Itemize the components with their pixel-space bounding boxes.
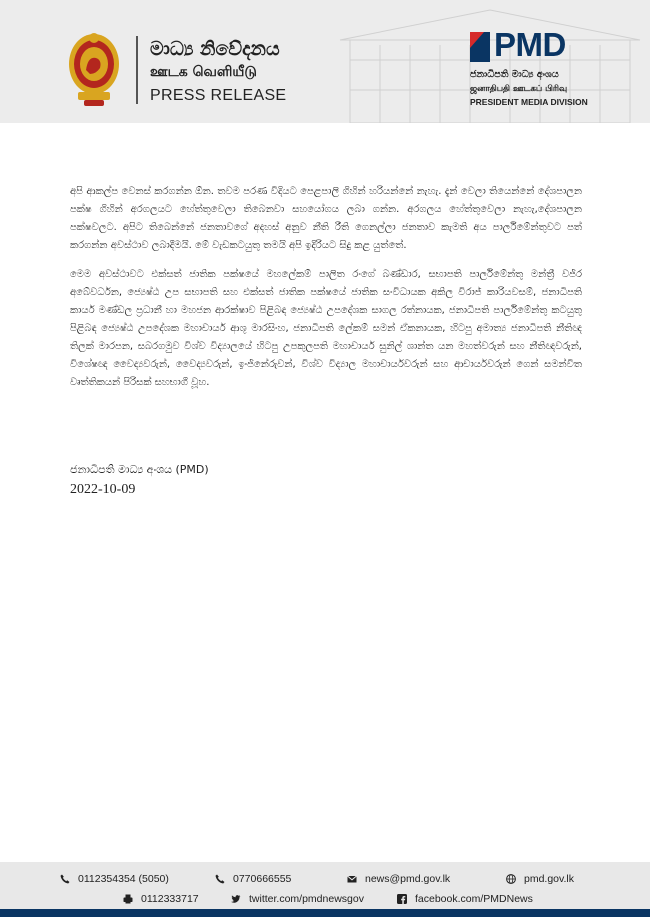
footer-twitter-text[interactable]: twitter.com/pmdnewsgov <box>249 893 364 905</box>
pmd-name-english: PRESIDENT MEDIA DIVISION <box>470 97 588 107</box>
footer-email-text[interactable]: news@pmd.gov.lk <box>365 873 451 885</box>
globe-icon <box>506 874 516 884</box>
footer-website-text[interactable]: pmd.gov.lk <box>524 873 574 885</box>
footer-fax <box>123 893 199 905</box>
footer-brand-bar <box>0 909 650 917</box>
pmd-name-tamil: ஜனாதிபதி ஊடகப் பிரிவு <box>470 84 568 94</box>
fax-icon <box>123 894 133 904</box>
signature-line: ජනාධිපති මාධ්‍ය අංශය (PMD) <box>70 463 209 476</box>
header-divider <box>136 36 138 104</box>
footer-twitter[interactable] <box>231 893 364 905</box>
footer-email[interactable] <box>347 873 450 885</box>
facebook-icon <box>397 894 407 904</box>
footer-website[interactable] <box>506 873 574 885</box>
envelope-icon <box>347 874 357 884</box>
footer-fax-text: 0112333717 <box>141 893 199 905</box>
footer-mobile-text: 0770666555 <box>233 873 292 885</box>
pmd-logo-text: PMD <box>494 26 566 63</box>
press-release-title-english: PRESS RELEASE <box>150 87 287 104</box>
sri-lanka-emblem-icon <box>66 30 122 108</box>
body-paragraph-2: මෙම අවස්ථාවට එක්සත් ජාතික පක්ෂයේ මහලේකම් පාලිත රංගේ බණ්ඩාර, සභාපති පාර්ලිමේන්තු මන්ත්‍රී වජිර අබේවර්ධන, ජ්‍යෙෂ්ඨ උප සභාපති සහ එක්සත් ජාතික පක්ෂයේ ජාතික සංවිධායක අකිල විරාජ් කාරියවසම්, ජනාධිපති කාර්ය මණ්ඩල ප්‍රධානී හා මහජන ආරක්ෂාව පිළිබඳ ජ්‍යෙෂ්ඨ උපදේශක සාගල රත්නායක, ජනාධිපති පාර්ලිමේන්තු කටයුතු පිළිබඳ ජ්‍යෙෂ්ඨ උපදේශක මහාචාර්ය ආශු මාරසිංහ, ජනාධිපති ලේකම් සමන් ඒකනායක, හිටපු අමාත්‍ය ජනාධිපති නීතිඥ තිලක් මාරපන, සබරගමුව විශ්ව විද්‍යාලයේ හිටපු උපකුලපති මහාචාර්ය සුනිල් ශාන්ත යන මහත්වරුන් සහ නීතිඥවරුන්, විශේෂඥ වෛද්‍යවරුන්, වෛද්‍යවරුන්, ඉංජිනේරුවන්, විශ්ව විද්‍යාල මහාචාර්යවරුන් සහ ආචාර්යවරුන් ගෙන් සමන්විත වෘත්තිකයන් පිරිසක් සහභාගී වූහ. <box>70 269 582 388</box>
release-date: 2022-10-09 <box>70 482 136 497</box>
pmd-name-sinhala: ජනාධිපති මාධ්‍ය අංශය <box>470 69 559 80</box>
pmd-logo <box>470 26 580 63</box>
footer-facebook[interactable] <box>397 893 533 905</box>
body-paragraph-1: අපි ආකල්ප වෙනස් කරගන්න ඕන. තවම පරණ විදියට පෙළපාලි ගිහින් හරියන්නේ නැහැ. දැන් වෙලා තියෙන්නේ දේශපාලන පක්ෂ ගිහින් අරගලයට හේත්තුවෙලා තිබෙනවා සහයෝගය ලබා ගන්න. අරගලය හේත්තුවෙලා නැහැ,දේශපාලන පක්ෂවලට. අපිට තිබෙන්නේ ජනතාවගේ අදහස් අනුව නීති රීති ගෙනල්ලා ජනතාව කැමති අය පාර්ලිමේන්තුවට පත් කරගන්න අවස්ථාව ලබාදීමයි. මේ වැඩකටයුතු තමයි අපි ඉදිරියට සිදු කළ යුත්තේ. <box>70 186 582 251</box>
press-release-title-sinhala: මාධ්‍ය නිවේදනය <box>150 38 280 60</box>
phone-icon <box>215 874 225 884</box>
footer-phone-text: 0112354354 (5050) <box>78 873 169 885</box>
footer-mobile <box>215 873 291 885</box>
footer-facebook-text[interactable]: facebook.com/PMDNews <box>415 893 533 905</box>
press-release-body <box>70 183 582 403</box>
phone-icon <box>60 874 70 884</box>
pmd-logo-mark-icon <box>470 32 490 62</box>
press-release-title-tamil: ஊடக வெளியீடு <box>150 64 257 80</box>
twitter-icon <box>231 894 241 904</box>
letterhead-header <box>0 0 650 123</box>
footer-phone <box>60 873 169 885</box>
